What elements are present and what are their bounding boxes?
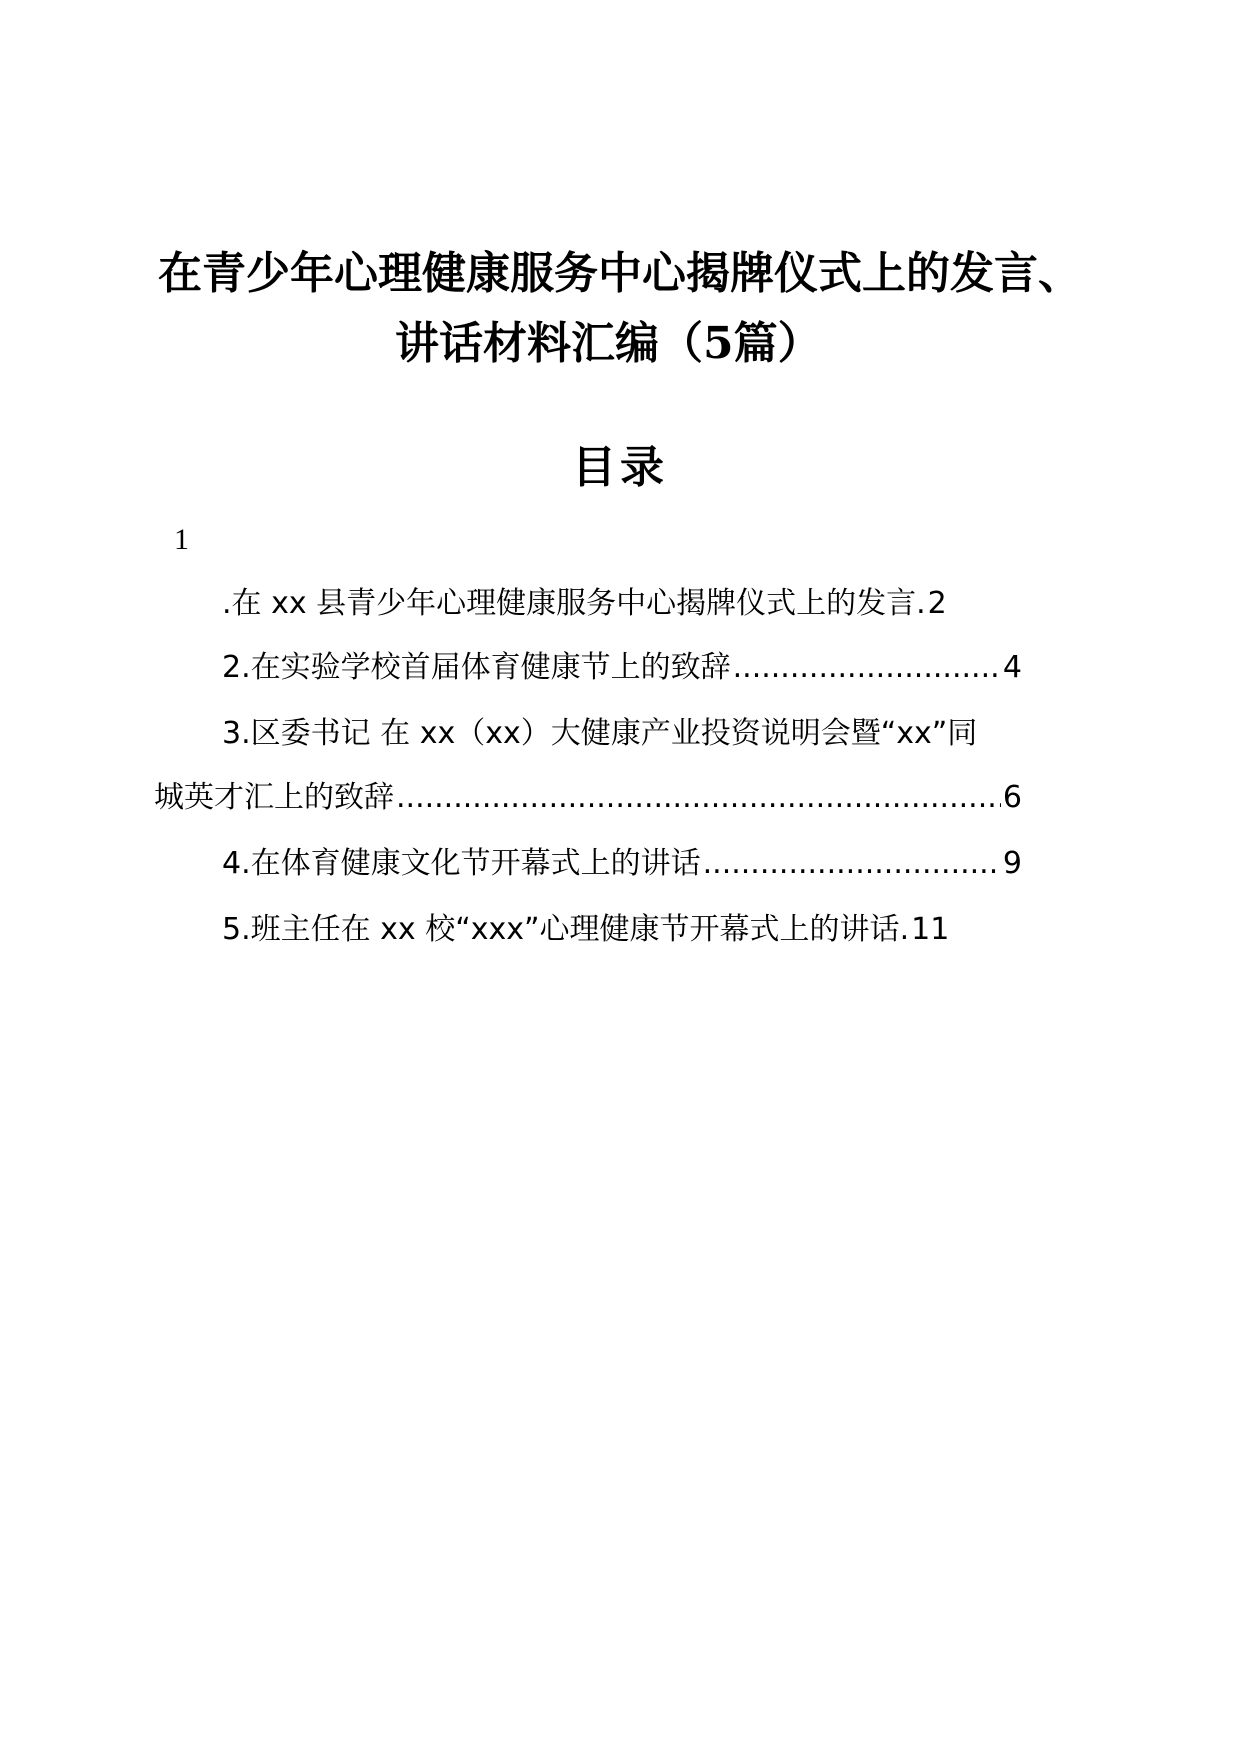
- toc-item-5-page: 11: [911, 912, 950, 947]
- toc-item-2[interactable]: [222, 646, 1022, 690]
- toc-item-3-title-continuation: 城英才汇上的致辞: [154, 780, 394, 815]
- stray-list-number: 1: [174, 523, 189, 556]
- toc-item-4-page: 9: [1002, 846, 1022, 881]
- toc-item-4[interactable]: [222, 842, 1022, 886]
- toc-item-3-page: 6: [1002, 780, 1022, 815]
- document-title-line-1: 在青少年心理健康服务中心揭牌仪式上的发言、: [158, 248, 1082, 299]
- toc-item-1-page: 2: [927, 586, 947, 621]
- toc-item-3-continuation[interactable]: [154, 776, 1022, 820]
- toc-item-5[interactable]: [222, 908, 1022, 952]
- toc-item-5-title: 5.班主任在 xx 校“xxx”心理健康节开幕式上的讲话: [222, 912, 900, 947]
- toc-item-3[interactable]: [222, 712, 1082, 756]
- toc-item-4-dot-leader: [703, 842, 1001, 886]
- toc-item-1[interactable]: [222, 582, 1022, 626]
- toc-item-1-leader: .: [916, 586, 926, 621]
- toc-item-2-dot-leader: [733, 646, 1001, 690]
- toc-item-1-title: .在 xx 县青少年心理健康服务中心揭牌仪式上的发言: [222, 586, 917, 621]
- toc-item-3-title: 3.区委书记 在 xx（xx）大健康产业投资说明会暨“xx”同: [222, 716, 978, 751]
- toc-item-5-leader: .: [899, 912, 910, 947]
- toc-item-2-page: 4: [1002, 650, 1022, 685]
- toc-item-2-title: 2.在实验学校首届体育健康节上的致辞: [222, 650, 731, 685]
- toc-item-4-title: 4.在体育健康文化节开幕式上的讲话: [222, 846, 701, 881]
- toc-heading: 目录: [572, 442, 668, 493]
- document-title-line-2: 讲话材料汇编（5篇）: [395, 318, 822, 369]
- toc-item-3-dot-leader: [396, 776, 1001, 820]
